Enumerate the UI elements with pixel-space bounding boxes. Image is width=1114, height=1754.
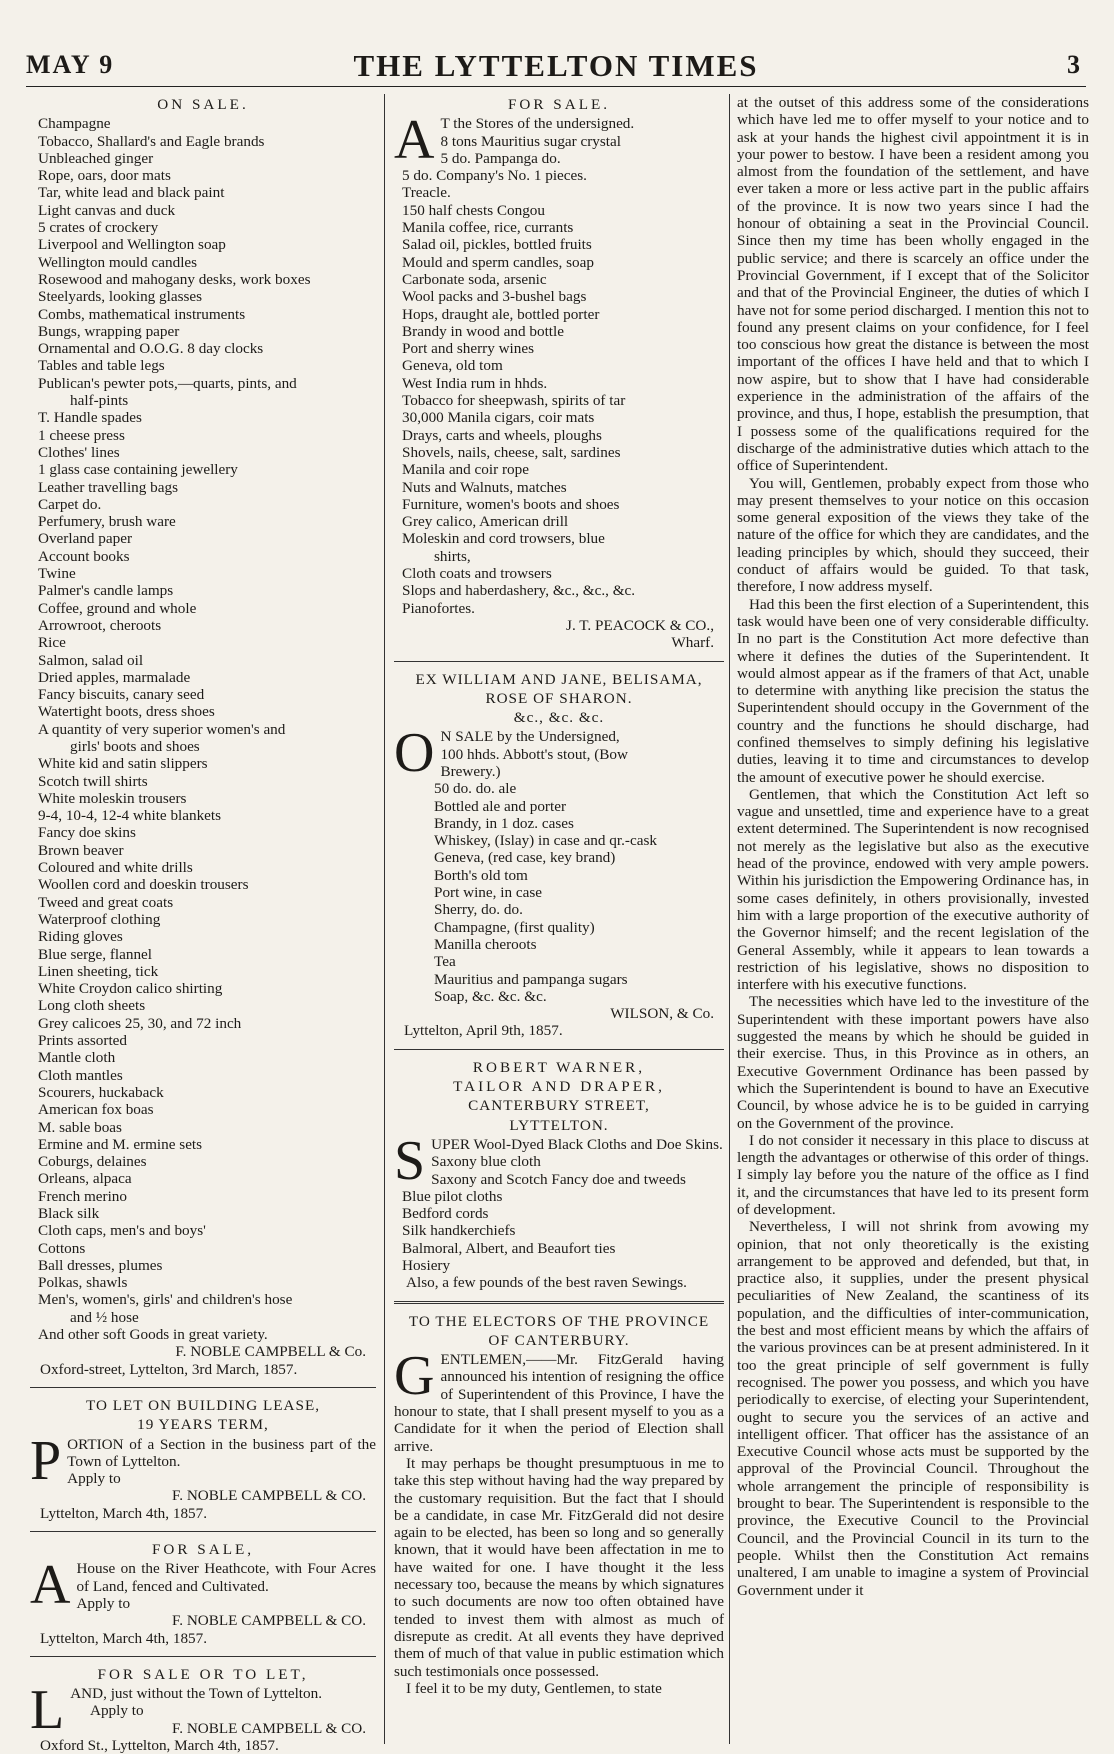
list-item: Hops, draught ale, bottled porter <box>402 305 600 323</box>
list-item: Bedford cords <box>402 1205 489 1223</box>
list-item: Cottons <box>38 1239 86 1257</box>
ex-list <box>394 746 724 1005</box>
for-sale-heading: FOR SALE, <box>151 1541 255 1559</box>
list-item: Bottled ale and porter <box>434 797 567 815</box>
list-item: Ermine and M. ermine sets <box>38 1135 203 1153</box>
column-1 <box>30 94 376 1754</box>
list-item: Champagne, (first quality) <box>434 918 595 936</box>
list-item: Men's, women's, girls' and children's hose <box>38 1291 293 1309</box>
list-item: Dried apples, marmalade <box>38 668 191 686</box>
list-item: Blue serge, flannel <box>38 945 153 963</box>
list-item: Scourers, huckaback <box>38 1083 164 1101</box>
drop-cap: P <box>30 1429 62 1492</box>
address-paragraph: Nevertheless, I will not shrink from avowing my opinion, that not only theoretically is the existing arrangement to be approved and defended, but that, in practice also, it supplies, under the present physical peculiarities of New Zealand, the scantiness of its population, and the difficulties of inter-communication, the best and most efficient means by which the affairs of the various provinces can be at present administered. In it too the great principle of self government is fully recognised. The power you possess, and which you have periodically to exercise, of electing your Superintendent, ought to secure you the services of an active and intelligent officer. That officer has the assistance of an Executive Council whose acts must be supported by the approval of the Provincial Council. Throughout the whole arrangement the principle of responsibility is brought to bear. The Superintendent is responsible to the province, the Executive Council to the Provincial Council, and the Provincial Council in its turn to the people. Whilst then the Constitution Act remains unaltered, I am unable to imagine a system of Provincial Government under it <box>737 1218 1089 1599</box>
list-item: And other soft Goods in great variety. <box>38 1326 268 1344</box>
list-item: Prints assorted <box>38 1032 128 1050</box>
list-item: White moleskin trousers <box>38 789 187 807</box>
list-item: Saxony and Scotch Fancy doe and tweeds <box>431 1170 686 1188</box>
column-rule-1 <box>384 94 385 1744</box>
address-paragraph: I do not consider it necessary in this place to discuss at length the advantages or otherwise of this order of things. I simply lay before you the nature of the office as I find it, and the circumstances that have led to its present form of development. <box>737 1131 1089 1218</box>
to-let-heading: TO LET ON BUILDING LEASE, <box>85 1396 321 1414</box>
divider <box>30 1531 376 1532</box>
list-item: Wellington mould candles <box>38 253 198 271</box>
list-item: Coburgs, delaines <box>38 1153 147 1171</box>
on-sale-heading: ON SALE. <box>157 96 249 113</box>
list-item: Manilla cheroots <box>434 935 537 953</box>
list-item: Blue pilot cloths <box>402 1187 503 1205</box>
address-paragraph: Had this been the first election of a Superintendent, this task would have been one of very considerable difficulty. In no part is the Constitution Act more defective than where it defines the duties of the Superintendent. It would almost appear as if the framers of that Act, unable to determine with anything like precision the status the Superintendent should occupy in the Government of the country and the functions he should discharge, had confined themselves to simply defining his legislative duties, leaving it to time and circumstances to develop the amount of executive power he should exercise. <box>737 595 1089 786</box>
list-item: Tobacco for sheepwash, spirits of tar <box>402 392 626 410</box>
sale-or-let-body: LAND, just without the Town of Lyttelton. <box>30 1679 322 1742</box>
list-item: Champagne <box>38 115 111 133</box>
newspaper-title: THE LYTTELTON TIMES <box>353 48 759 83</box>
address-paragraph: at the outset of this address some of the considerations which have led me to offer myself to your notice and to ask at your hands the highest civil appointment it is in your power to bestow. I have been a resident among you almost from the foundation of the settlement, and have ever taken a more or less active part in the public affairs of the province. It is now two years since I had the honour of obtaining a seat in the Provincial Council. Since then my time has been wholly engaged in the public service; and there is scarcely an office under the Provincial Government, if I except that of the Solicitor and that of the Provincial Engineer, the duties of which I have not for some period discharged. I mention this not to found any present claims on your confidence, for I feel too conscious how great the distance is between the most important of the offices I have held and that to which I now aspire, but to show that I have had considerable experience in the administration of the affairs of the province, and thus, I hope, establish the presumption, that I possess some of the qualifications required for the discharge of the administrative duties which attach to the office of Superintendent. <box>737 94 1089 475</box>
drop-cap: A <box>30 1554 71 1617</box>
to-let-subheading: 19 YEARS TERM, <box>137 1416 269 1434</box>
on-sale-date: Oxford-street, Lyttelton, 3rd March, 1857. <box>40 1360 298 1378</box>
list-item: Polkas, shawls <box>38 1274 128 1292</box>
electors-paragraph: I feel it to be my duty, Gentlemen, to state <box>406 1679 662 1697</box>
list-item: Furniture, women's boots and shoes <box>402 495 620 513</box>
ex-subheading: ROSE OF SHARON. <box>485 689 633 707</box>
list-item: Manila and coir rope <box>402 461 529 479</box>
list-item: Ball dresses, plumes <box>38 1256 163 1274</box>
list-item: Carbonate soda, arsenic <box>402 270 547 288</box>
divider <box>394 661 724 662</box>
divider <box>394 1301 724 1304</box>
sale-or-let-apply: Apply to <box>90 1702 144 1720</box>
to-let-signature: F. NOBLE CAMPBELL & CO. <box>172 1487 366 1505</box>
list-item: Carpet do. <box>38 495 102 513</box>
list-item: Bungs, wrapping paper <box>38 322 180 340</box>
drop-cap: S <box>394 1129 426 1192</box>
list-item: French merino <box>38 1187 127 1205</box>
list-item: Grey calico, American drill <box>402 513 569 531</box>
list-item: Publican's pewter pots,—quarts, pints, and <box>38 374 297 392</box>
list-item: Salmon, salad oil <box>38 651 144 669</box>
ex-signature: WILSON, & Co. <box>610 1005 714 1023</box>
list-item: Geneva, (red case, key brand) <box>434 849 616 867</box>
warner-name: ROBERT WARNER, <box>472 1058 646 1076</box>
list-item: Cloth mantles <box>38 1066 123 1084</box>
list-item: 100 hhds. Abbott's stout, (Bow <box>440 745 628 763</box>
list-item: Treacle. <box>402 184 451 202</box>
divider <box>30 1387 376 1388</box>
list-item: Account books <box>38 547 130 565</box>
list-item: Tables and table legs <box>38 357 165 375</box>
list-item: Drays, carts and wheels, ploughs <box>402 426 602 444</box>
masthead <box>26 48 1086 87</box>
list-item: Mould and sperm candles, soap <box>402 253 594 271</box>
list-item: Shovels, nails, cheese, salt, sardines <box>402 443 621 461</box>
for-sale-signature: F. NOBLE CAMPBELL & CO. <box>172 1612 366 1630</box>
list-item: 150 half chests Congou <box>402 201 545 219</box>
list-item: 1 glass case containing jewellery <box>38 461 238 479</box>
issue-date: MAY 9 <box>26 50 115 79</box>
list-item: Liverpool and Wellington soap <box>38 236 226 254</box>
list-item: Leather travelling bags <box>38 478 179 496</box>
warner-street: CANTERBURY STREET, <box>468 1097 650 1115</box>
sale-or-let-date: Oxford St., Lyttelton, March 4th, 1857. <box>40 1737 279 1754</box>
list-item: Cloth caps, men's and boys' <box>38 1222 206 1240</box>
list-item: Palmer's candle lamps <box>38 582 174 600</box>
list-item: half-pints <box>70 392 129 410</box>
drop-cap: G <box>394 1345 435 1408</box>
list-item: White Croydon calico shirting <box>38 980 223 998</box>
list-item: Sherry, do. do. <box>434 901 523 919</box>
address-paragraph: The necessities which have led to the investiture of the Superintendent with these important powers have also suggested the means by which he should be guided in their exercise. Thus, in this Province as in others, an Executive Government Ordinance has been passed by which the Superintendent is bound to have an Executive Council, by whose advice he is to be guided in carrying on the Government of the province. <box>737 993 1089 1132</box>
to-let-body: PORTION of a Section in the business part of the Town of Lyttelton. <box>30 1429 376 1492</box>
for-sale-date: Lyttelton, March 4th, 1857. <box>40 1629 208 1647</box>
list-item: Clothes' lines <box>38 443 120 461</box>
for-sale-body: A House on the River Heathcote, with Four Acres of Land, fenced and Cultivated. <box>30 1554 376 1617</box>
list-item: Wool packs and 3-bushel bags <box>402 288 587 306</box>
list-item: West India rum in hhds. <box>402 374 548 392</box>
ex-heading: EX WILLIAM AND JANE, BELISAMA, <box>415 670 703 688</box>
list-item: Balmoral, Albert, and Beaufort ties <box>402 1239 616 1257</box>
list-item: Brewery.) <box>440 762 501 780</box>
list-item: 5 do. Pampanga do. <box>440 149 561 167</box>
electors-subheading: OF CANTERBURY. <box>488 1331 630 1349</box>
list-item: Manila coffee, rice, currants <box>402 219 574 237</box>
list-item: Twine <box>38 565 76 583</box>
list-item: Light canvas and duck <box>38 201 176 219</box>
drop-cap: A <box>394 109 435 172</box>
divider <box>394 1049 724 1050</box>
peacock-intro: A T the Stores of the undersigned. <box>394 109 635 172</box>
list-item: A quantity of very superior women's and <box>38 720 286 738</box>
list-item: 5 do. Company's No. 1 pieces. <box>402 167 587 185</box>
peacock-wharf: Wharf. <box>671 634 714 652</box>
list-item: Moleskin and cord trowsers, blue <box>402 530 605 548</box>
page-number: 3 <box>1067 50 1080 79</box>
list-item: 5 crates of crockery <box>38 219 159 237</box>
electors-paragraph: It may perhaps be thought presumptuous in me to take this step without having had the way prepared by the customary requisition. But the fact that I should be a candidate, in case Mr. FitzGerald did not desire again to be elected, has been so long and so generally known, that it would have been affectation in me to have waited for one. I have thought it the less necessary too, because the means by which signatures to such documents are now too often obtained have tended to invest them with almost as much of disrepute as credit. At all events they have deprived them of much of that value in public estimation which such testimonials once possessed. <box>394 1454 724 1680</box>
list-item: Port wine, in case <box>434 884 542 902</box>
column-3 <box>737 94 1089 1744</box>
list-item: Combs, mathematical instruments <box>38 305 246 323</box>
column-rule-2 <box>729 94 730 1744</box>
list-item: Grey calicoes 25, 30, and 72 inch <box>38 1014 242 1032</box>
list-item: Salad oil, pickles, bottled fruits <box>402 236 592 254</box>
warner-trade: TAILOR AND DRAPER, <box>453 1078 665 1096</box>
list-item: 9-4, 10-4, 12-4 white blankets <box>38 807 222 825</box>
list-item: Port and sherry wines <box>402 340 535 358</box>
list-item: Tar, white lead and black paint <box>38 184 225 202</box>
list-item: Tea <box>434 953 456 971</box>
list-item: Tobacco, Shallard's and Eagle brands <box>38 132 265 150</box>
list-item: Cloth coats and trowsers <box>402 565 552 583</box>
list-item: 8 tons Mauritius sugar crystal <box>440 132 621 150</box>
list-item: Fancy doe skins <box>38 824 136 842</box>
for-sale-apply: Apply to <box>76 1594 131 1612</box>
warner-intro: SUPER Wool-Dyed Black Cloths and Doe Skins. <box>394 1129 723 1192</box>
list-item: Rope, oars, door mats <box>38 167 171 185</box>
list-item: 1 cheese press <box>38 426 125 444</box>
list-item: Black silk <box>38 1205 100 1222</box>
electors-paragraph: GENTLEMEN,——Mr. FitzGerald having announced his intention of resigning the office of Superintendent of this Province, I have the honour to state, that I shall present myself to you as a Candidate for it when the period of Election shall arrive. <box>394 1345 724 1455</box>
drop-cap: L <box>30 1679 65 1742</box>
list-item: Unbleached ginger <box>38 149 154 167</box>
list-item: American fox boas <box>38 1101 154 1119</box>
list-item: Silk handkerchiefs <box>402 1222 516 1240</box>
list-item: Rosewood and mahogany desks, work boxes <box>38 270 311 288</box>
list-item: Brandy in wood and bottle <box>402 322 564 340</box>
list-item: Mauritius and pampanga sugars <box>434 970 628 988</box>
list-item: Pianofortes. <box>402 599 475 617</box>
list-item: Linen sheeting, tick <box>38 962 159 980</box>
list-item: shirts, <box>434 547 471 565</box>
list-item: Ornamental and O.O.G. 8 day clocks <box>38 340 264 358</box>
list-item: Hosiery <box>402 1257 451 1274</box>
list-item: Woollen cord and doeskin trousers <box>38 876 249 894</box>
list-item: Nuts and Walnuts, matches <box>402 478 567 496</box>
peacock-signature: J. T. PEACOCK & CO., <box>566 616 714 634</box>
on-sale-list <box>30 115 376 1343</box>
list-item: Rice <box>38 634 66 652</box>
list-item: Steelyards, looking glasses <box>38 288 203 306</box>
address-paragraph: You will, Gentlemen, probably expect from those who may present themselves to your notice on this occasion some general exposition of the views they take of the nature of the office for which they are candidates, and the leading principles by which, should they succeed, their conduct of affairs would be guided. To that task, therefore, I now address myself. <box>737 474 1089 596</box>
list-item: Long cloth sheets <box>38 997 146 1015</box>
list-item: Perfumery, brush ware <box>38 513 176 531</box>
list-item: Geneva, old tom <box>402 357 503 375</box>
list-item: Arrowroot, cheroots <box>38 616 162 634</box>
list-item: Soap, &c. &c. &c. <box>434 987 547 1005</box>
on-sale-signature: F. NOBLE CAMPBELL & Co. <box>175 1343 366 1361</box>
list-item: White kid and satin slippers <box>38 755 208 773</box>
sale-or-let-signature: F. NOBLE CAMPBELL & CO. <box>172 1719 366 1737</box>
list-item: Scotch twill shirts <box>38 772 148 790</box>
list-item: Coloured and white drills <box>38 859 193 877</box>
list-item: girls' boots and shoes <box>70 737 200 755</box>
column-2 <box>394 94 724 1744</box>
drop-cap: O <box>394 722 435 785</box>
warner-also: Also, a few pounds of the best raven Sewings. <box>406 1274 687 1292</box>
list-item: Riding gloves <box>38 928 123 946</box>
list-item: Slops and haberdashery, &c., &c., &c. <box>402 582 636 600</box>
list-item: Watertight boots, dress shoes <box>38 703 215 721</box>
to-let-apply: Apply to <box>67 1470 121 1488</box>
divider <box>30 1656 376 1657</box>
list-item: 50 do. do. ale <box>434 780 517 798</box>
list-item: and ½ hose <box>70 1308 139 1326</box>
ex-intro: O N SALE by the Undersigned, <box>394 722 620 785</box>
ex-etc: &c., &c. &c. <box>513 709 605 727</box>
list-item: T. Handle spades <box>38 409 142 427</box>
list-item: Brandy, in 1 doz. cases <box>434 814 574 832</box>
list-item: Tweed and great coats <box>38 893 174 911</box>
ex-date: Lyttelton, April 9th, 1857. <box>404 1022 563 1040</box>
warner-list <box>394 1153 724 1274</box>
list-item: Waterproof clothing <box>38 910 161 928</box>
list-item: 30,000 Manila cigars, coir mats <box>402 409 595 427</box>
list-item: Brown beaver <box>38 841 124 859</box>
sale-or-let-heading: FOR SALE OR TO LET, <box>97 1665 309 1683</box>
address-paragraph: Gentlemen, that which the Constitution Act left so vague and unsettled, time and experience have to a great extent determined. The Superintendent is now recognised not merely as the legislative but also as the executive head of the province, endowed with very ample powers. Within his jurisdiction the Empowering Ordinance has, in some cases definitely, in others provisionally, invested him with a large proportion of the executive authority of the Governor himself; and the recent legislation of the General Assembly, while it appears to lean towards a restriction of his legislative, shows no disposition to interfere with his executive functions. <box>737 785 1089 994</box>
to-let-date: Lyttelton, March 4th, 1857. <box>40 1504 208 1522</box>
list-item: Coffee, ground and whole <box>38 599 197 617</box>
peacock-list <box>394 133 724 617</box>
list-item: Fancy biscuits, canary seed <box>38 686 205 704</box>
list-item: Orleans, alpaca <box>38 1170 132 1188</box>
list-item: Mantle cloth <box>38 1049 116 1067</box>
electors-heading: TO THE ELECTORS OF THE PROVINCE <box>408 1312 710 1330</box>
warner-town: LYTTELTON. <box>509 1116 609 1134</box>
list-item: M. sable boas <box>38 1118 122 1136</box>
list-item: Saxony blue cloth <box>431 1153 541 1171</box>
peacock-heading: FOR SALE. <box>507 96 611 113</box>
list-item: Borth's old tom <box>434 866 528 884</box>
list-item: Overland paper <box>38 530 133 548</box>
list-item: Whiskey, (Islay) in case and qr.-cask <box>434 832 657 850</box>
